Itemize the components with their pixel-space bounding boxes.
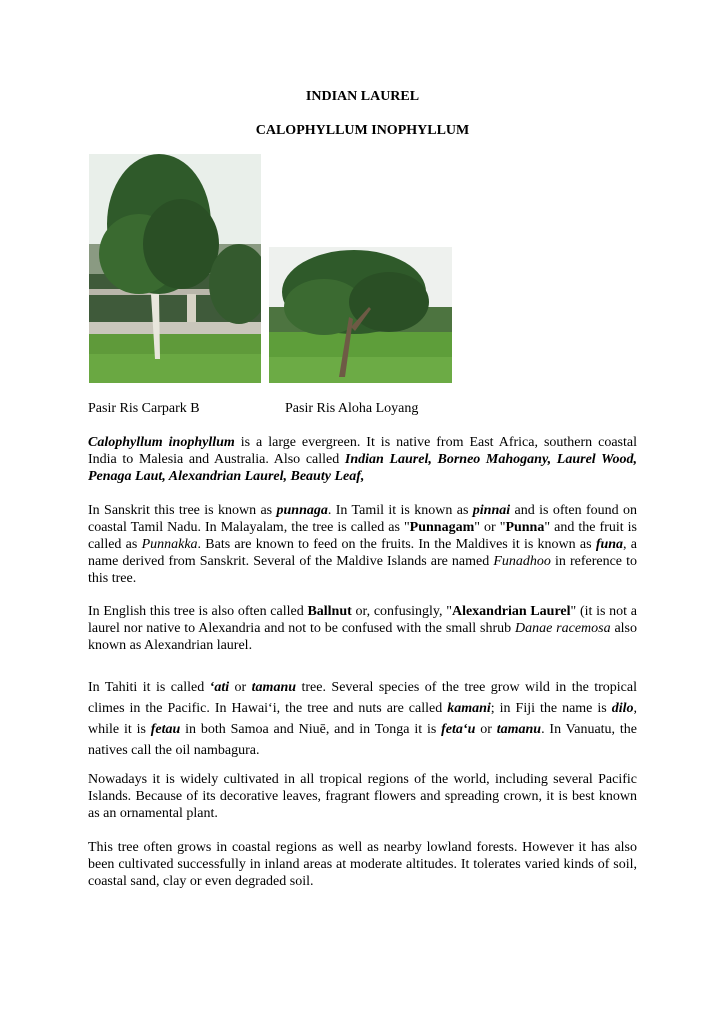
photo-caption-carpark: Pasir Ris Carpark B xyxy=(88,401,200,416)
species-name: Calophyllum inophyllum xyxy=(88,435,235,450)
tree-photo-carpark xyxy=(89,154,261,383)
paragraph-sanskrit-tamil: In Sanskrit this tree is known as punnaga. In Tamil it is known as pinnai and is often found on coastal Tamil Nadu. In Malayalam, the tree is called as "Punnagam" or "Punna" and the fruit is called as Punnakka. Bats are known to feed on the fruits. In the Maldives it is known as funa, a name derived from Sanskrit. Several of the Maldive Islands are named Funadhoo in reference to this tree. xyxy=(88,503,638,586)
page-subtitle: CALOPHYLLUM INOPHYLLUM xyxy=(255,123,470,138)
common-names: Indian Laurel, Borneo Mahogany, Laurel Wood, Penaga Laut, Alexandrian Laurel, Beauty Leaf, xyxy=(88,452,637,484)
page-title: INDIAN LAUREL xyxy=(305,89,420,104)
paragraph-english-names: In English this tree is also often called Ballnut or, confusingly, "Alexandrian Laurel" (it is not a laurel nor native to Alexandria and not to be confused with the small shrub Danae racemosa also known as Alexandrian laurel. xyxy=(88,604,638,653)
paragraph-habitat: This tree often grows in coastal regions as well as nearby lowland forests. However it has also been cultivated successfully in inland areas at moderate altitudes. It tolerates varied kinds of soil, coastal sand, clay or even degraded soil. xyxy=(88,840,637,889)
paragraph-intro: Calophyllum inophyllum is a large evergreen. It is native from East Africa, southern coastal India to Malesia and Australia. Also called Indian Laurel, Borneo Mahogany, Laurel Wood, Penaga Laut, Alexandrian Laurel, Beauty Leaf, xyxy=(88,435,637,484)
photo-caption-aloha-loyang: Pasir Ris Aloha Loyang xyxy=(285,401,419,416)
paragraph-pacific-names: In Tahiti it is called ʻati or tamanu tree. Several species of the tree grow wild in the tropical climes in the Pacific. In Hawaiʻi, the tree and nuts are called kamani; in Fiji the name is dilo, while it is fetau in both Samoa and Niuē, and in Tonga it is fetaʻu or tamanu. In Vanuatu, the natives call the oil nambagura. xyxy=(88,680,638,758)
tree-photo-aloha-loyang xyxy=(269,247,452,383)
paragraph-cultivation: Nowadays it is widely cultivated in all tropical regions of the world, including several Pacific Islands. Because of its decorative leaves, fragrant flowers and spreading crown, it is best known as an ornamental plant. xyxy=(88,772,637,821)
